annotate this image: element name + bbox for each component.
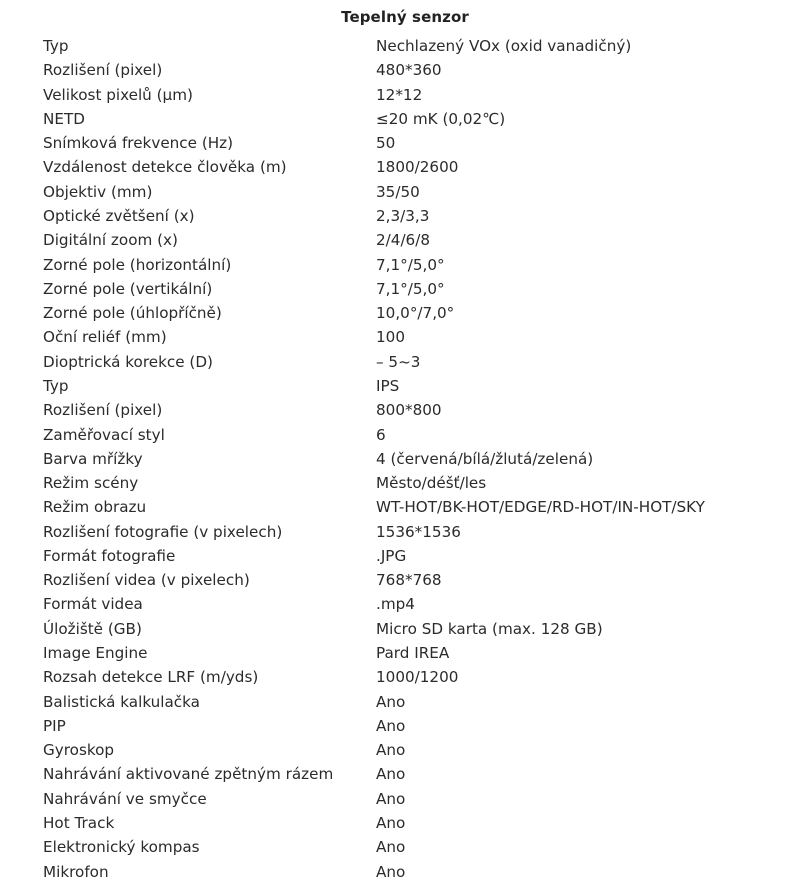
spec-label: Formát fotografie: [43, 546, 176, 565]
spec-label: Typ: [43, 376, 69, 395]
spec-value: Nechlazený VOx (oxid vanadičný): [376, 37, 632, 55]
spec-value: Ano: [376, 765, 406, 784]
spec-value: 7,1°/5,0°: [376, 279, 445, 298]
spec-value: 10,0°/7,0°: [376, 304, 455, 323]
spec-label: Zaměřovací styl: [43, 425, 165, 444]
spec-label: Rozsah detekce LRF (m/yds): [43, 668, 259, 687]
spec-value: – 5~3: [376, 352, 421, 371]
spec-value: ≤20 mK (0,02℃): [376, 109, 506, 128]
spec-value: 100: [376, 328, 405, 347]
spec-row: [43, 34, 705, 58]
spec-value: Ano: [376, 789, 406, 808]
spec-label: Nahrávání ve smyčce: [43, 789, 207, 808]
spec-row: [43, 495, 705, 519]
spec-value: 2,3/3,3: [376, 206, 430, 225]
spec-value: 2/4/6/8: [376, 231, 431, 250]
spec-label: Režim obrazu: [43, 498, 147, 517]
spec-value: Pard IREA: [376, 644, 450, 663]
spec-value: 768*768: [376, 571, 442, 590]
spec-label: Zorné pole (úhlopříčně): [43, 304, 222, 323]
spec-value: Micro SD karta (max. 128 GB): [376, 619, 603, 638]
spec-row: [43, 131, 705, 155]
spec-value: 6: [376, 425, 386, 444]
spec-label: PIP: [43, 716, 66, 735]
spec-row: [43, 301, 705, 325]
spec-value: 1000/1200: [376, 668, 459, 687]
spec-table-body: [43, 34, 705, 884]
spec-value: .mp4: [376, 595, 415, 614]
spec-value: Ano: [376, 692, 406, 711]
spec-row: [43, 835, 705, 859]
spec-row: [43, 617, 705, 641]
spec-row: [43, 520, 705, 544]
spec-label: Snímková frekvence (Hz): [43, 134, 234, 153]
spec-label: Dioptrická korekce (D): [43, 352, 213, 371]
spec-row: [43, 423, 705, 447]
spec-value: Ano: [376, 814, 406, 832]
spec-label: Oční reliéf (mm): [43, 328, 167, 347]
spec-value: 480*360: [376, 61, 442, 80]
spec-value: .JPG: [376, 546, 407, 565]
spec-row: [43, 665, 705, 689]
spec-table: [43, 34, 705, 884]
spec-row: [43, 398, 705, 422]
spec-row: [43, 471, 705, 495]
spec-row: [43, 107, 705, 131]
spec-value: Ano: [376, 862, 406, 881]
spec-row: [43, 228, 705, 252]
spec-label: Zorné pole (vertikální): [43, 279, 213, 298]
spec-row: [43, 58, 705, 82]
spec-row: [43, 738, 705, 762]
spec-value: WT-HOT/BK-HOT/EDGE/RD-HOT/IN-HOT/SKY: [376, 498, 705, 517]
spec-row: [43, 787, 705, 811]
spec-value: 12*12: [376, 85, 423, 104]
spec-row: [43, 714, 705, 738]
spec-row: [43, 155, 705, 179]
spec-label: Elektronický kompas: [43, 838, 200, 857]
spec-row: [43, 374, 705, 398]
section-title: Tepelný senzor: [341, 8, 469, 26]
spec-row: [43, 762, 705, 786]
spec-label: Gyroskop: [43, 741, 115, 760]
spec-label: Optické zvětšení (x): [43, 206, 195, 225]
spec-value: 1800/2600: [376, 158, 459, 177]
spec-row: [43, 325, 705, 349]
spec-label: Rozlišení videa (v pixelech): [43, 571, 250, 590]
spec-label: Velikost pixelů (μm): [43, 85, 193, 104]
spec-label: Image Engine: [43, 644, 148, 663]
spec-label: Režim scény: [43, 474, 139, 493]
spec-row: [43, 641, 705, 665]
spec-row: [43, 544, 705, 568]
spec-label: NETD: [43, 109, 85, 128]
spec-value: 50: [376, 134, 396, 153]
spec-label: Formát videa: [43, 595, 143, 614]
spec-row: [43, 253, 705, 277]
spec-label: Nahrávání aktivované zpětným rázem: [43, 765, 334, 784]
spec-label: Rozlišení (pixel): [43, 61, 163, 80]
spec-row: [43, 690, 705, 714]
spec-row: [43, 811, 705, 835]
spec-row: [43, 350, 705, 374]
spec-label: Balistická kalkulačka: [43, 692, 200, 711]
spec-value: IPS: [376, 376, 400, 395]
spec-row: [43, 447, 705, 471]
spec-label: Digitální zoom (x): [43, 231, 178, 250]
spec-value: 800*800: [376, 401, 442, 420]
spec-value: Město/déšť/les: [376, 474, 487, 493]
spec-value: Ano: [376, 716, 406, 735]
spec-row: [43, 592, 705, 616]
spec-row: [43, 568, 705, 592]
spec-value: 1536*1536: [376, 522, 461, 541]
spec-label: Mikrofon: [43, 862, 109, 881]
spec-label: Rozlišení (pixel): [43, 401, 163, 420]
spec-row: [43, 860, 705, 884]
spec-label: Rozlišení fotografie (v pixelech): [43, 522, 283, 541]
spec-value: Ano: [376, 741, 406, 760]
spec-label: Typ: [43, 37, 69, 55]
spec-label: Objektiv (mm): [43, 182, 153, 201]
spec-label: Hot Track: [43, 814, 115, 832]
spec-label: Vzdálenost detekce člověka (m): [43, 158, 287, 177]
spec-value: 4 (červená/bílá/žlutá/zelená): [376, 449, 594, 468]
spec-row: [43, 180, 705, 204]
spec-label: Úložiště (GB): [43, 619, 142, 638]
spec-value: 35/50: [376, 182, 420, 201]
spec-row: [43, 277, 705, 301]
spec-label: Barva mřížky: [43, 449, 143, 468]
spec-row: [43, 83, 705, 107]
spec-value: Ano: [376, 838, 406, 857]
spec-row: [43, 204, 705, 228]
spec-value: 7,1°/5,0°: [376, 255, 445, 274]
spec-label: Zorné pole (horizontální): [43, 255, 232, 274]
